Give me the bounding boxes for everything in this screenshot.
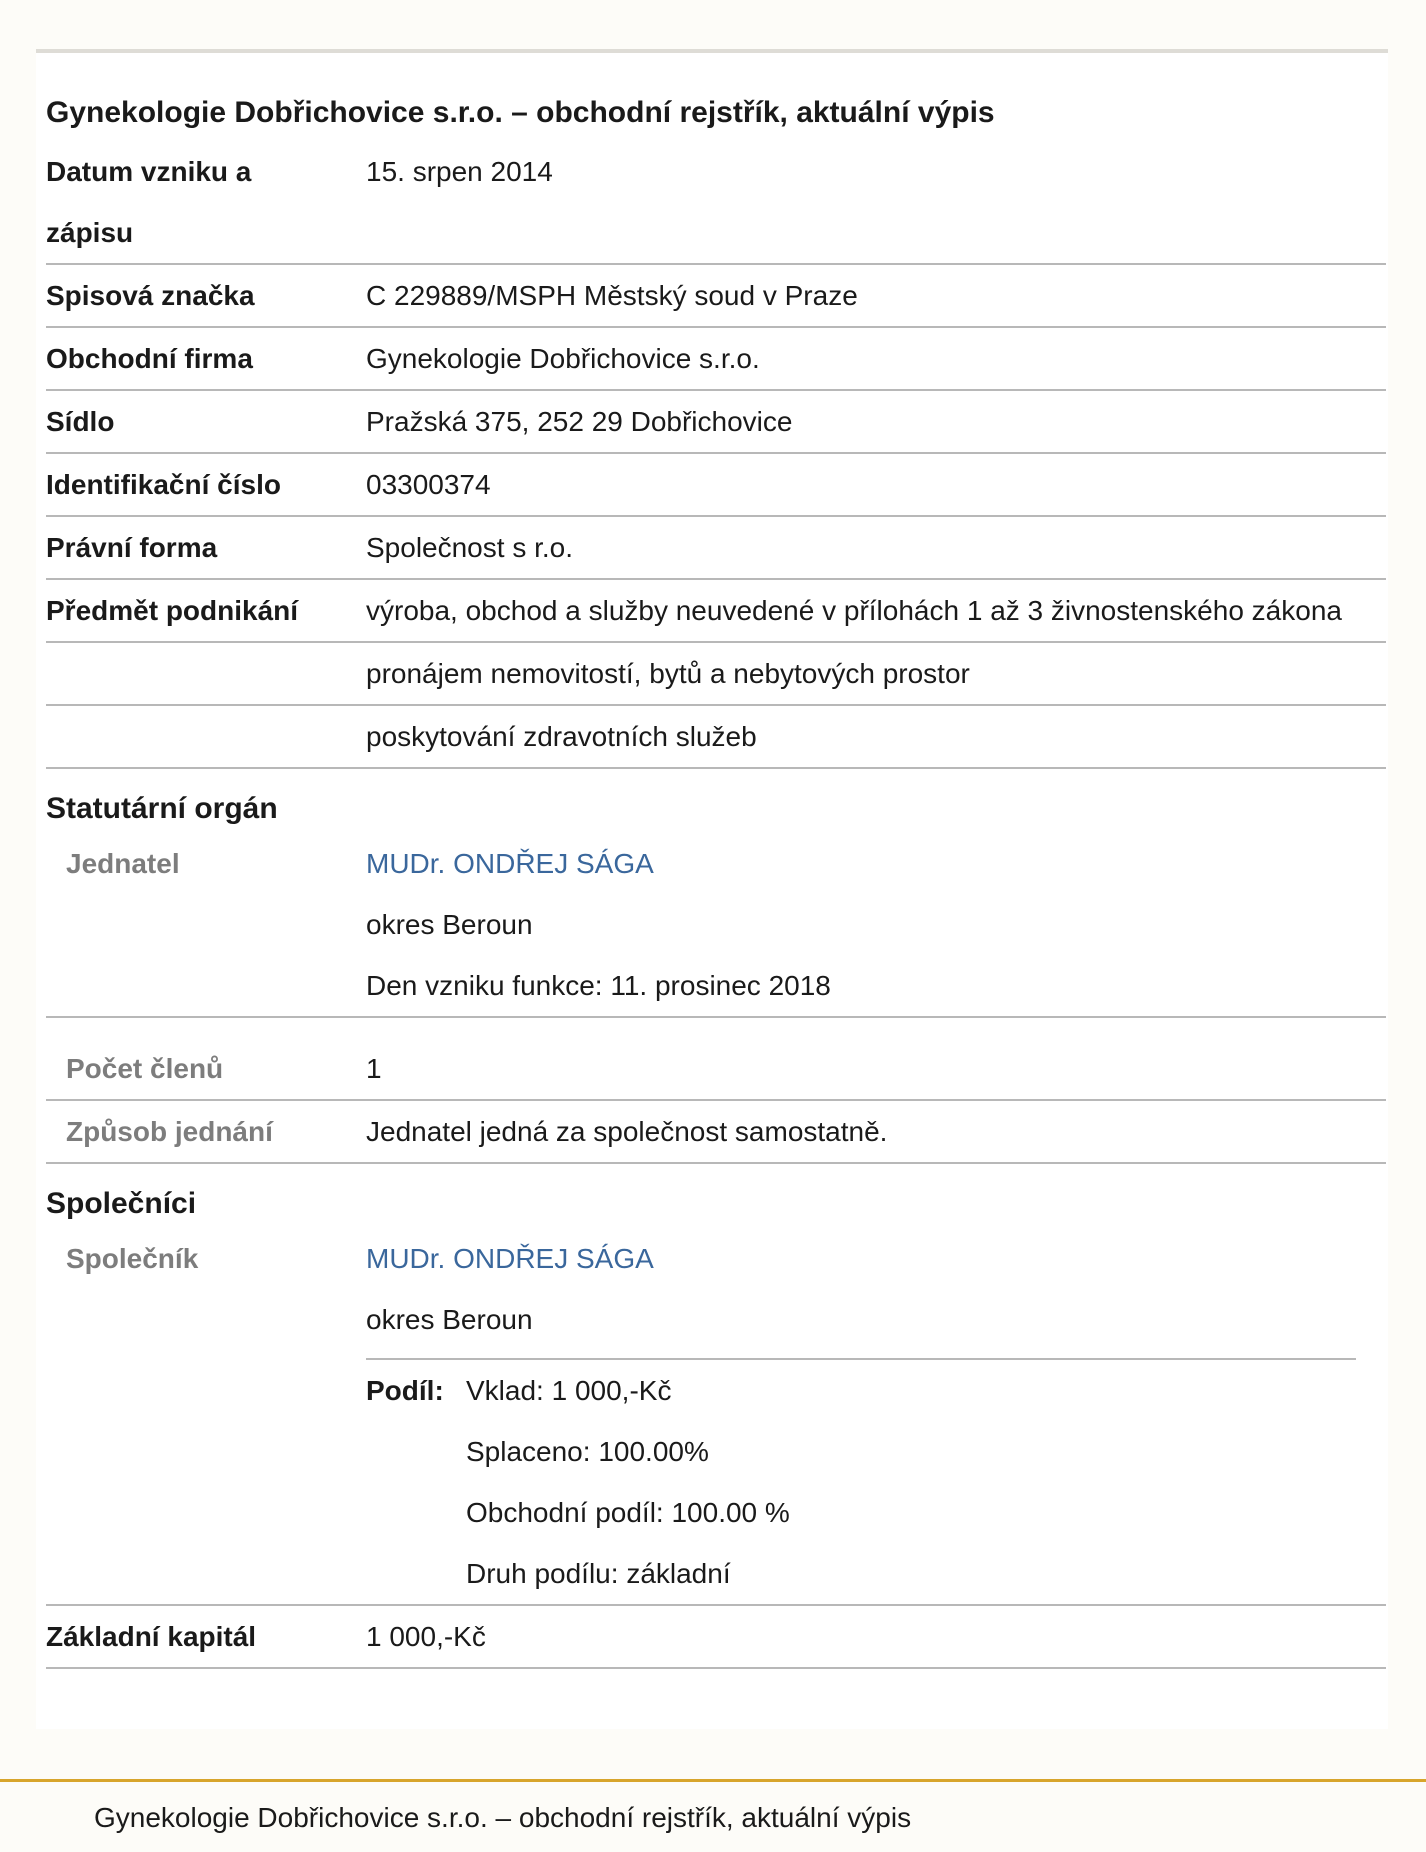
row-ic — [46, 454, 1386, 517]
label-forma: Právní forma — [46, 532, 218, 563]
spacer — [46, 1018, 1386, 1038]
register-content — [46, 93, 1386, 1669]
row-spolecnik — [46, 1228, 1386, 1606]
label-pocet: Počet členů — [66, 1053, 224, 1084]
footer-title: Gynekologie Dobřichovice s.r.o. – obchodní rejstřík, aktuální výpis — [94, 1802, 912, 1833]
label-firma: Obchodní firma — [46, 343, 253, 374]
row-predmet-3 — [46, 706, 1386, 769]
row-predmet-2 — [46, 643, 1386, 706]
row-jednatel — [46, 833, 1386, 1018]
row-sidlo — [46, 391, 1386, 454]
value-spisova: C 229889/MSPH Městský soud v Praze — [366, 280, 858, 311]
value-jednatel — [366, 833, 1386, 1016]
value-sidlo: Pražská 375, 252 29 Dobřichovice — [366, 406, 793, 437]
podil-splaceno: Splaceno: 100.00% — [466, 1436, 709, 1467]
label-spisova: Spisová značka — [46, 280, 255, 311]
podil-vklad: Vklad: 1 000,-Kč — [466, 1375, 672, 1406]
value-predmet-1: výroba, obchod a služby neuvedené v přílohách 1 až 3 živnostenského zákona — [366, 595, 1342, 626]
row-firma — [46, 328, 1386, 391]
value-spolecnik — [366, 1228, 1386, 1604]
podil-label: Podíl: — [366, 1375, 444, 1406]
jednatel-funkce: Den vzniku funkce: 11. prosinec 2018 — [366, 970, 831, 1001]
value-kapital: 1 000,-Kč — [366, 1621, 486, 1652]
label-predmet: Předmět podnikání — [46, 595, 299, 626]
row-spisova — [46, 265, 1386, 328]
row-predmet-1 — [46, 580, 1386, 643]
value-ic: 03300374 — [366, 469, 491, 500]
value-firma: Gynekologie Dobřichovice s.r.o. — [366, 343, 760, 374]
label-zpusob: Způsob jednání — [66, 1116, 273, 1147]
section-spolecnici: Společníci — [46, 1187, 197, 1220]
row-forma — [46, 517, 1386, 580]
value-predmet-3: poskytování zdravotních služeb — [366, 721, 757, 752]
spolecnik-okres: okres Beroun — [366, 1304, 533, 1335]
label-spolecnik: Společník — [66, 1243, 199, 1274]
label-jednatel: Jednatel — [66, 848, 180, 879]
podil-block — [366, 1360, 1386, 1604]
row-kapital — [46, 1606, 1386, 1669]
podil-druh: Druh podílu: základní — [466, 1558, 731, 1589]
spolecnik-name-link[interactable]: MUDr. ONDŘEJ SÁGA — [366, 1243, 654, 1274]
jednatel-okres: okres Beroun — [366, 909, 533, 940]
label-datum: Datum vzniku a zápisu — [46, 156, 252, 248]
value-zpusob: Jednatel jedná za společnost samostatně. — [366, 1116, 888, 1147]
row-zpusob — [46, 1101, 1386, 1164]
label-empty — [46, 643, 366, 704]
value-forma: Společnost s r.o. — [366, 532, 574, 563]
value-predmet-2: pronájem nemovitostí, bytů a nebytových prostor — [366, 658, 970, 689]
row-datum — [46, 141, 1386, 265]
page-title: Gynekologie Dobřichovice s.r.o. – obchodní rejstřík, aktuální výpis — [46, 96, 995, 129]
jednatel-name-link[interactable]: MUDr. ONDŘEJ SÁGA — [366, 848, 654, 879]
label-ic: Identifikační číslo — [46, 469, 281, 500]
footer-divider — [0, 1779, 1426, 1782]
label-sidlo: Sídlo — [46, 406, 115, 437]
value-datum: 15. srpen 2014 — [366, 156, 553, 187]
podil-values — [466, 1360, 790, 1604]
podil-obchodni: Obchodní podíl: 100.00 % — [466, 1497, 790, 1528]
value-pocet: 1 — [366, 1053, 382, 1084]
register-card — [36, 49, 1388, 1729]
label-empty — [46, 706, 366, 767]
row-pocet — [46, 1038, 1386, 1101]
label-kapital: Základní kapitál — [46, 1621, 257, 1652]
section-statutarni: Statutární orgán — [46, 792, 278, 825]
